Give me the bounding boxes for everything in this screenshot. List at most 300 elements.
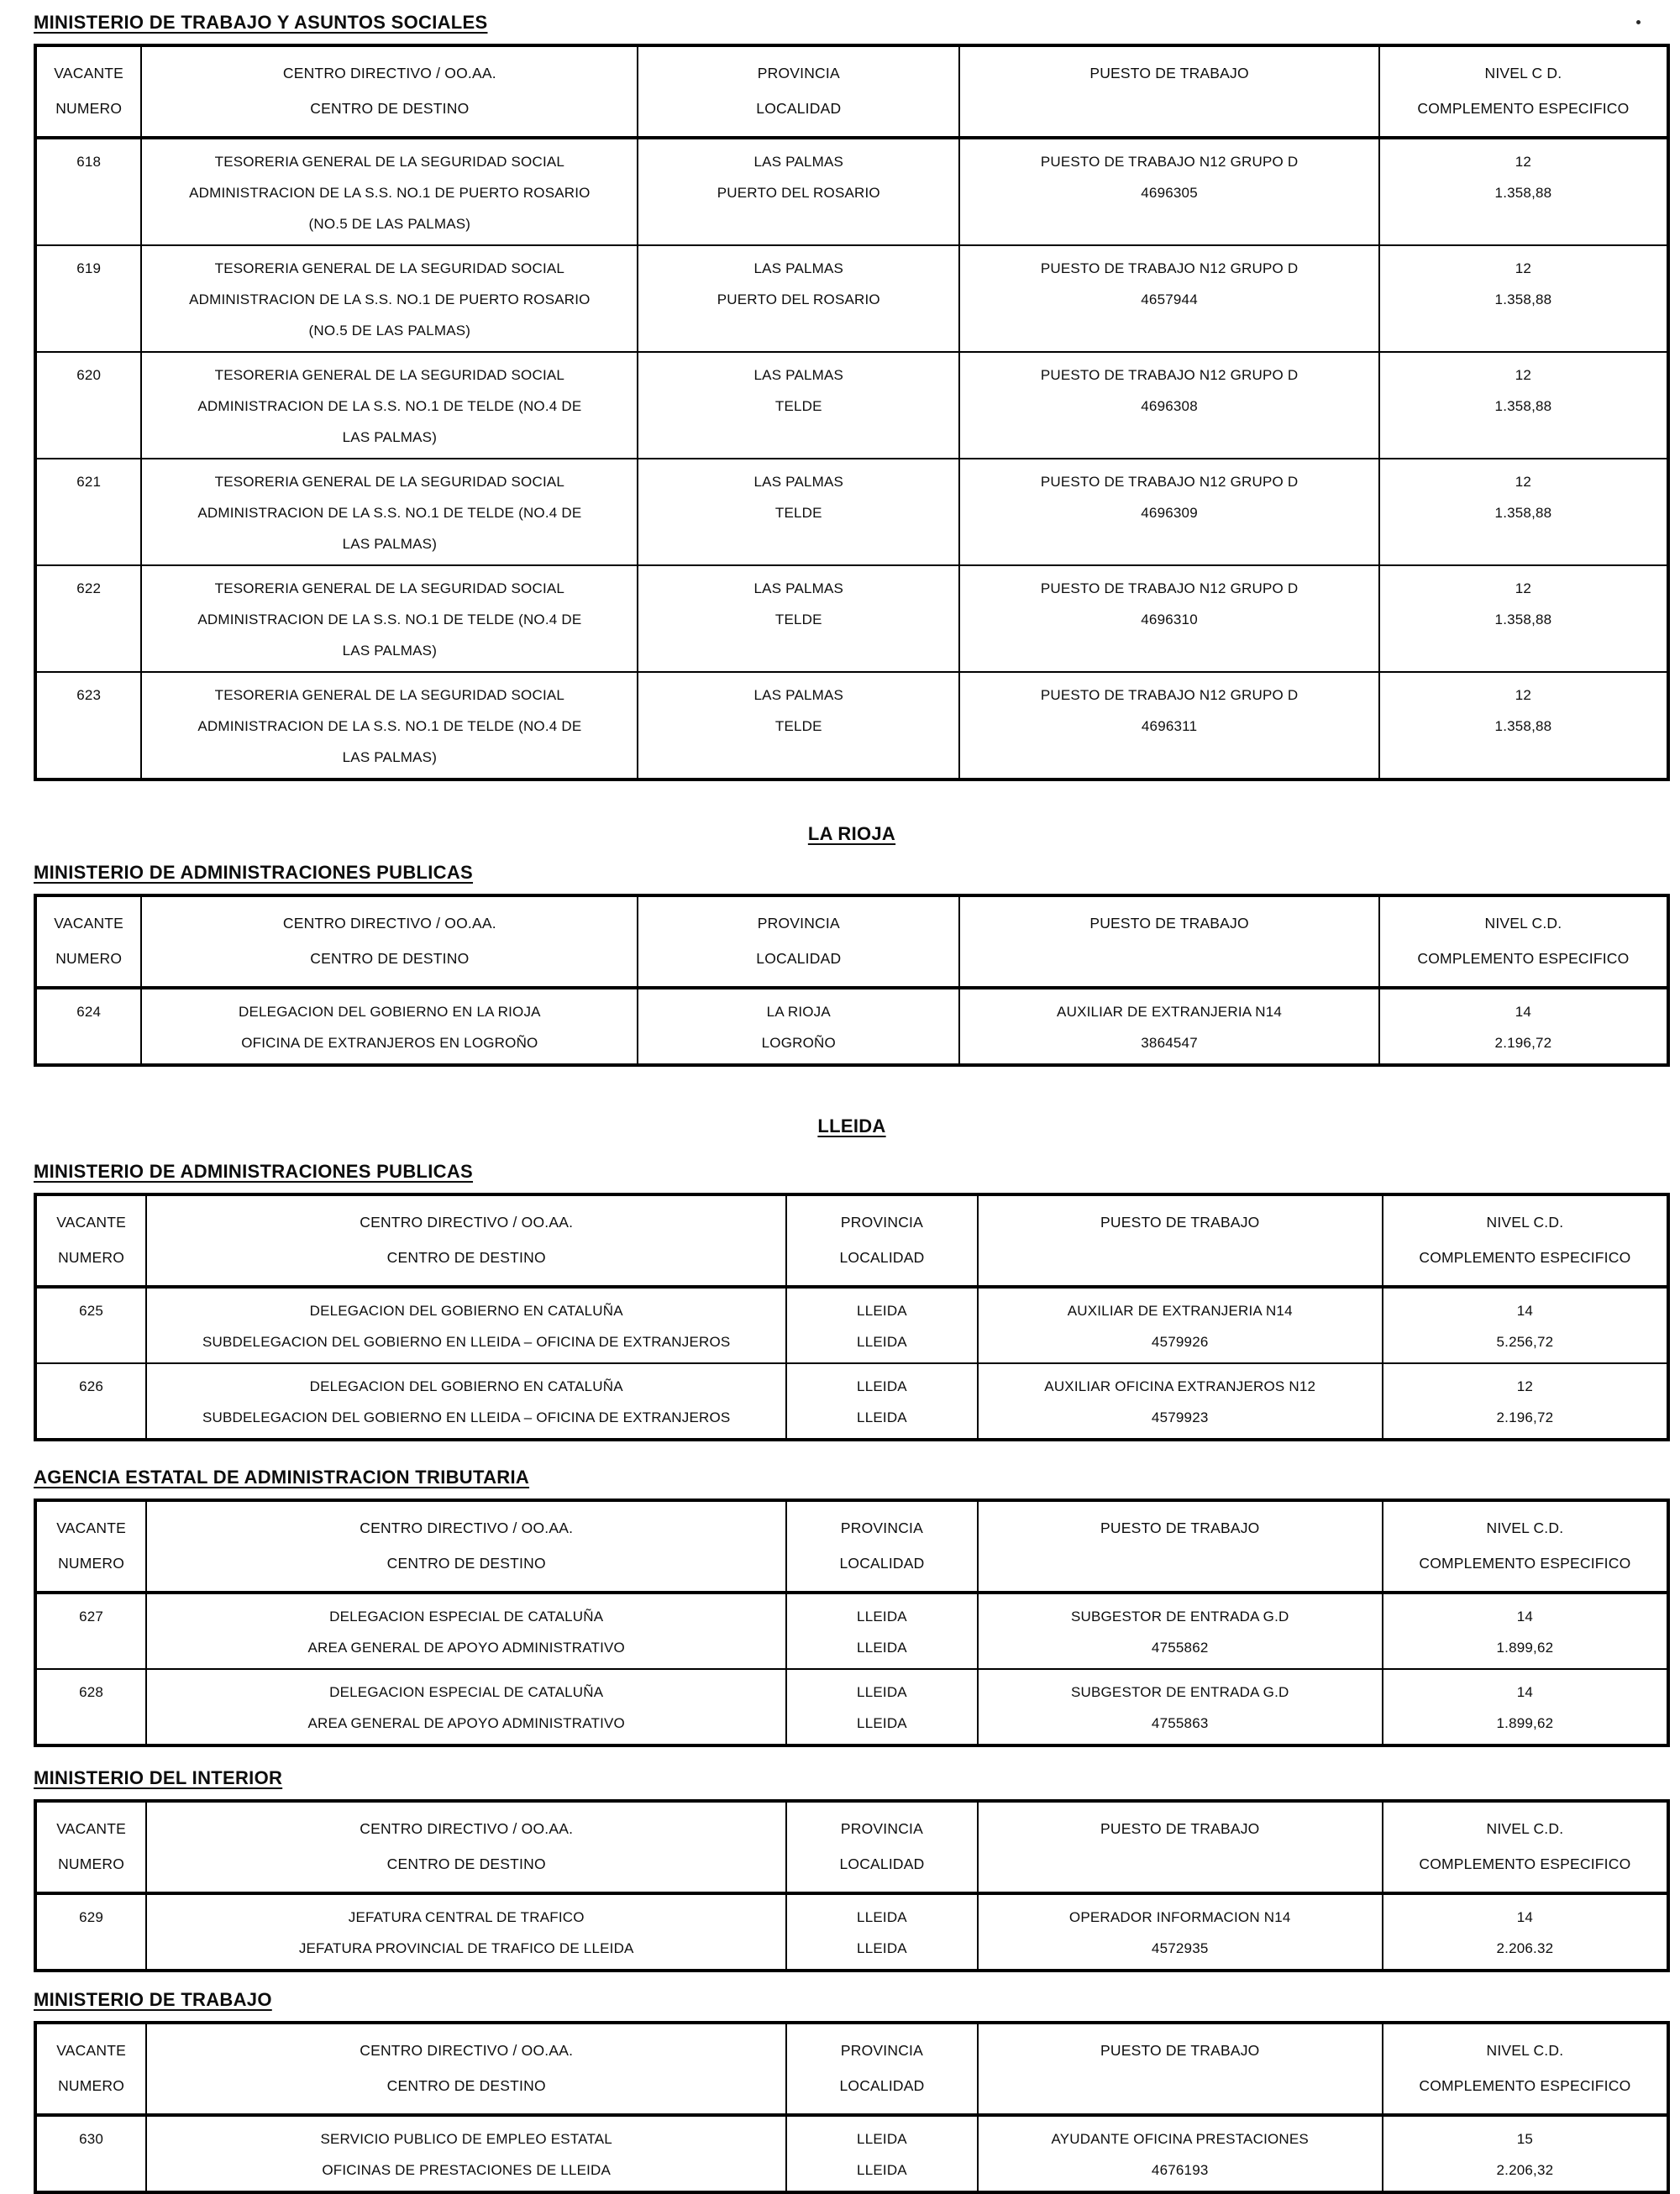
puesto-cell — [978, 1287, 1383, 1363]
centro-cell — [146, 1893, 786, 1971]
provincia-cell — [786, 1593, 977, 1669]
header-line: PUESTO DE TRABAJO — [1089, 65, 1249, 81]
cell-line: 12 — [1515, 367, 1532, 383]
header-line: LOCALIDAD — [756, 100, 842, 117]
puesto-cell — [959, 672, 1379, 779]
cell-line: PUESTO DE TRABAJO N12 GRUPO D — [1040, 367, 1299, 383]
vacancies-table — [34, 1499, 1670, 1747]
cell-line: 4579926 — [1151, 1334, 1209, 1350]
header-line: CENTRO DE DESTINO — [310, 950, 470, 967]
centro-cell — [146, 2115, 786, 2192]
centro-cell — [141, 352, 638, 459]
vacante-cell — [35, 1669, 146, 1745]
provincia-cell — [638, 672, 959, 779]
centro-cell — [146, 1287, 786, 1363]
table-row — [35, 988, 1668, 1065]
header-line: PROVINCIA — [757, 65, 840, 81]
cell-line: LAS PALMAS — [753, 687, 844, 703]
cell-line: TESORERIA GENERAL DE LA SEGURIDAD SOCIAL — [214, 367, 565, 383]
cell-line: DELEGACION ESPECIAL DE CATALUÑA — [329, 1684, 604, 1700]
cell-line: AUXILIAR OFICINA EXTRANJEROS N12 — [1044, 1378, 1316, 1394]
nivel-cell — [1383, 1893, 1668, 1971]
vacancies-table — [34, 2021, 1670, 2194]
cell-line: 622 — [76, 580, 102, 596]
cell-line: 4696308 — [1141, 398, 1198, 414]
header-line: VACANTE — [56, 2042, 126, 2059]
cell-line: 1.358,88 — [1494, 185, 1552, 201]
vacante-cell — [35, 672, 141, 779]
column-header — [146, 1194, 786, 1287]
cell-line: LAS PALMAS) — [342, 643, 438, 659]
column-header — [786, 1500, 977, 1593]
cell-line: LAS PALMAS — [753, 260, 844, 276]
cell-line: 15 — [1516, 2131, 1534, 2147]
cell-line: DELEGACION DEL GOBIERNO EN CATALUÑA — [309, 1303, 623, 1319]
header-line: LOCALIDAD — [756, 950, 842, 967]
cell-line: 2.206,32 — [1496, 2162, 1554, 2178]
cell-line: 12 — [1515, 687, 1532, 703]
cell-line: 4755862 — [1151, 1640, 1209, 1656]
vacante-cell — [35, 988, 141, 1065]
section-agencia-tributaria — [34, 1465, 1670, 1747]
cell-line: LLEIDA — [857, 1715, 907, 1731]
column-header — [978, 1500, 1383, 1593]
puesto-cell — [959, 988, 1379, 1065]
centro-cell — [146, 1363, 786, 1440]
centro-cell — [141, 459, 638, 565]
header-line: PROVINCIA — [757, 915, 840, 932]
header-line: COMPLEMENTO ESPECIFICO — [1419, 1855, 1631, 1872]
cell-line: 14 — [1516, 1609, 1534, 1625]
column-header — [146, 2023, 786, 2115]
table-row — [35, 245, 1668, 352]
centro-cell — [146, 1669, 786, 1745]
cell-line: LAS PALMAS — [753, 367, 844, 383]
vacante-cell — [35, 245, 141, 352]
provincia-cell — [638, 245, 959, 352]
cell-line: LAS PALMAS — [753, 154, 844, 170]
cell-line: TESORERIA GENERAL DE LA SEGURIDAD SOCIAL — [214, 474, 565, 490]
cell-line: LAS PALMAS) — [342, 429, 438, 445]
header-line: COMPLEMENTO ESPECIFICO — [1417, 100, 1630, 117]
cell-line: AUXILIAR DE EXTRANJERIA N14 — [1067, 1303, 1293, 1319]
cell-line: 628 — [79, 1684, 104, 1700]
cell-line: 619 — [76, 260, 102, 276]
section-lleida — [34, 1114, 1670, 1441]
cell-line: 1.358,88 — [1494, 611, 1552, 627]
cell-line: LAS PALMAS — [753, 580, 844, 596]
cell-line: DELEGACION ESPECIAL DE CATALUÑA — [329, 1609, 604, 1625]
header-line: VACANTE — [54, 915, 124, 932]
header-line: NUMERO — [58, 2077, 125, 2094]
cell-line: 621 — [76, 474, 102, 490]
column-header — [1383, 1801, 1668, 1893]
cell-line: 4579923 — [1151, 1409, 1209, 1425]
header-line: PUESTO DE TRABAJO — [1100, 2042, 1260, 2059]
provincia-cell — [786, 2115, 977, 2192]
cell-line: TESORERIA GENERAL DE LA SEGURIDAD SOCIAL — [214, 580, 565, 596]
column-header — [1383, 1500, 1668, 1593]
cell-line: LLEIDA — [857, 1684, 907, 1700]
cell-line: 14 — [1516, 1303, 1534, 1319]
header-line: PROVINCIA — [840, 2042, 923, 2059]
header-line: NUMERO — [58, 1555, 125, 1572]
header-line: CENTRO DIRECTIVO / OO.AA. — [282, 915, 496, 932]
nivel-cell — [1383, 1593, 1668, 1669]
cell-line: JEFATURA CENTRAL DE TRAFICO — [348, 1909, 585, 1925]
cell-line: 627 — [79, 1609, 104, 1625]
cell-line: AYUDANTE OFICINA PRESTACIONES — [1051, 2131, 1309, 2147]
header-line: CENTRO DIRECTIVO / OO.AA. — [360, 2042, 574, 2059]
section-ministerio-trabajo — [34, 1987, 1670, 2194]
nivel-cell — [1379, 352, 1668, 459]
header-line: NUMERO — [58, 1855, 125, 1872]
header-line: CENTRO DIRECTIVO / OO.AA. — [360, 1520, 574, 1536]
header-line: PROVINCIA — [840, 1820, 923, 1837]
cell-line: 623 — [76, 687, 102, 703]
section-ministerio-interior — [34, 1766, 1670, 1972]
header-line: CENTRO DE DESTINO — [386, 1249, 546, 1266]
header-line: LOCALIDAD — [839, 1249, 925, 1266]
cell-line: LA RIOJA — [766, 1004, 831, 1020]
centro-cell — [141, 245, 638, 352]
nivel-cell — [1379, 138, 1668, 245]
cell-line: SUBDELEGACION DEL GOBIERNO EN LLEIDA – OFICINA DE EXTRANJEROS — [202, 1409, 731, 1425]
header-line: CENTRO DIRECTIVO / OO.AA. — [360, 1820, 574, 1837]
column-header — [35, 895, 141, 988]
table-row — [35, 672, 1668, 779]
column-header — [786, 2023, 977, 2115]
cell-line: LLEIDA — [857, 1378, 907, 1394]
table-row — [35, 138, 1668, 245]
column-header — [978, 1801, 1383, 1893]
cell-line: ADMINISTRACION DE LA S.S. NO.1 DE TELDE (NO.4 DE — [197, 505, 582, 521]
column-header — [35, 1194, 146, 1287]
ministry-heading: MINISTERIO DE ADMINISTRACIONES PUBLICAS — [34, 862, 474, 883]
cell-line: 4696311 — [1141, 718, 1198, 734]
column-header — [146, 1801, 786, 1893]
provincia-cell — [638, 988, 959, 1065]
cell-line: 12 — [1516, 1378, 1534, 1394]
cell-line: 4657944 — [1141, 291, 1198, 307]
header-line: NIVEL C.D. — [1484, 915, 1562, 932]
header-line: VACANTE — [56, 1214, 126, 1231]
cell-line: (NO.5 DE LAS PALMAS) — [308, 323, 471, 339]
cell-line: 2.206.32 — [1496, 1940, 1554, 1956]
centro-cell — [146, 1593, 786, 1669]
cell-line: LAS PALMAS) — [342, 536, 438, 552]
header-line: CENTRO DIRECTIVO / OO.AA. — [360, 1214, 574, 1231]
puesto-cell — [959, 138, 1379, 245]
cell-line: 1.358,88 — [1494, 291, 1552, 307]
vacante-cell — [35, 352, 141, 459]
cell-line: LAS PALMAS — [753, 474, 844, 490]
cell-line: OPERADOR INFORMACION N14 — [1068, 1909, 1291, 1925]
cell-line: PUESTO DE TRABAJO N12 GRUPO D — [1040, 687, 1299, 703]
provincia-cell — [638, 459, 959, 565]
vacancies-table — [34, 44, 1670, 781]
cell-line: (NO.5 DE LAS PALMAS) — [308, 216, 471, 232]
column-header — [141, 895, 638, 988]
section-la-rioja — [34, 821, 1670, 1067]
cell-line: DELEGACION DEL GOBIERNO EN CATALUÑA — [309, 1378, 623, 1394]
vacante-cell — [35, 1363, 146, 1440]
cell-line: TESORERIA GENERAL DE LA SEGURIDAD SOCIAL — [214, 154, 565, 170]
cell-line: ADMINISTRACION DE LA S.S. NO.1 DE TELDE (NO.4 DE — [197, 611, 582, 627]
header-line: PROVINCIA — [840, 1214, 923, 1231]
table-row — [35, 2115, 1668, 2192]
column-header — [959, 895, 1379, 988]
vacante-cell — [35, 138, 141, 245]
header-line: CENTRO DE DESTINO — [386, 1555, 546, 1572]
cell-line: TESORERIA GENERAL DE LA SEGURIDAD SOCIAL — [214, 260, 565, 276]
cell-line: 618 — [76, 154, 102, 170]
cell-line: 12 — [1515, 474, 1532, 490]
cell-line: AREA GENERAL DE APOYO ADMINISTRATIVO — [307, 1640, 625, 1656]
column-header — [35, 45, 141, 138]
header-line: PUESTO DE TRABAJO — [1100, 1520, 1260, 1536]
cell-line: SUBDELEGACION DEL GOBIERNO EN LLEIDA – OFICINA DE EXTRANJEROS — [202, 1334, 731, 1350]
header-line: COMPLEMENTO ESPECIFICO — [1419, 1555, 1631, 1572]
vacante-cell — [35, 565, 141, 672]
cell-line: 5.256,72 — [1496, 1334, 1554, 1350]
ministry-heading: MINISTERIO DE TRABAJO — [34, 1989, 272, 2010]
vacante-cell — [35, 1593, 146, 1669]
cell-line: 1.358,88 — [1494, 398, 1552, 414]
cell-line: AREA GENERAL DE APOYO ADMINISTRATIVO — [307, 1715, 625, 1731]
nivel-cell — [1383, 2115, 1668, 2192]
header-line: COMPLEMENTO ESPECIFICO — [1417, 950, 1630, 967]
cell-line: ADMINISTRACION DE LA S.S. NO.1 DE PUERTO ROSARIO — [189, 185, 591, 201]
nivel-cell — [1379, 245, 1668, 352]
table-row — [35, 565, 1668, 672]
ministry-heading: MINISTERIO DEL INTERIOR — [34, 1767, 283, 1788]
column-header — [146, 1500, 786, 1593]
column-header — [978, 2023, 1383, 2115]
column-header — [978, 1194, 1383, 1287]
cell-line: PUESTO DE TRABAJO N12 GRUPO D — [1040, 474, 1299, 490]
vacancies-table — [34, 1799, 1670, 1972]
cell-line: 12 — [1515, 260, 1532, 276]
column-header — [786, 1801, 977, 1893]
cell-line: 1.899,62 — [1496, 1640, 1554, 1656]
provincia-cell — [638, 138, 959, 245]
section-ministerio-trabajo-asuntos-sociales — [34, 10, 1670, 781]
header-line: NIVEL C D. — [1484, 65, 1562, 81]
centro-cell — [141, 138, 638, 245]
provincia-cell — [786, 1363, 977, 1440]
column-header — [786, 1194, 977, 1287]
cell-line: 1.358,88 — [1494, 505, 1552, 521]
cell-line: 626 — [79, 1378, 104, 1394]
cell-line: LLEIDA — [857, 1334, 907, 1350]
header-row — [35, 895, 1668, 988]
ministry-heading: MINISTERIO DE TRABAJO Y ASUNTOS SOCIALES — [34, 12, 488, 33]
region-heading: LLEIDA — [817, 1115, 886, 1136]
column-header — [35, 2023, 146, 2115]
cell-line: LOGROÑO — [761, 1035, 836, 1051]
cell-line: 14 — [1515, 1004, 1532, 1020]
cell-line: PUESTO DE TRABAJO N12 GRUPO D — [1040, 260, 1299, 276]
cell-line: TELDE — [774, 718, 822, 734]
cell-line: 4755863 — [1151, 1715, 1209, 1731]
region-heading: LA RIOJA — [807, 823, 896, 844]
header-line: LOCALIDAD — [839, 2077, 925, 2094]
cell-line: LLEIDA — [857, 1409, 907, 1425]
cell-line: 4676193 — [1151, 2162, 1209, 2178]
column-header — [35, 1500, 146, 1593]
cell-line: PUERTO DEL ROSARIO — [717, 185, 880, 201]
cell-line: LAS PALMAS) — [342, 749, 438, 765]
cell-line: TELDE — [774, 398, 822, 414]
header-row — [35, 1500, 1668, 1593]
cell-line: TELDE — [774, 505, 822, 521]
cell-line: PUESTO DE TRABAJO N12 GRUPO D — [1040, 580, 1299, 596]
vacancies-table — [34, 894, 1670, 1067]
header-line: COMPLEMENTO ESPECIFICO — [1419, 2077, 1631, 2094]
scan-speck — [1636, 20, 1641, 24]
cell-line: 14 — [1516, 1684, 1534, 1700]
nivel-cell — [1379, 565, 1668, 672]
header-line: COMPLEMENTO ESPECIFICO — [1419, 1249, 1631, 1266]
header-line: LOCALIDAD — [839, 1555, 925, 1572]
header-row — [35, 1801, 1668, 1893]
provincia-cell — [786, 1287, 977, 1363]
header-line: CENTRO DE DESTINO — [386, 2077, 546, 2094]
puesto-cell — [959, 565, 1379, 672]
header-line: CENTRO DIRECTIVO / OO.AA. — [282, 65, 496, 81]
nivel-cell — [1383, 1669, 1668, 1745]
header-line: CENTRO DE DESTINO — [386, 1855, 546, 1872]
column-header — [1379, 45, 1668, 138]
cell-line: ADMINISTRACION DE LA S.S. NO.1 DE PUERTO ROSARIO — [189, 291, 591, 307]
cell-line: 1.899,62 — [1496, 1715, 1554, 1731]
table-row — [35, 1593, 1668, 1669]
column-header — [638, 45, 959, 138]
nivel-cell — [1379, 988, 1668, 1065]
column-header — [1383, 1194, 1668, 1287]
cell-line: 4696310 — [1141, 611, 1198, 627]
vacante-cell — [35, 459, 141, 565]
provincia-cell — [638, 565, 959, 672]
centro-cell — [141, 565, 638, 672]
puesto-cell — [978, 1593, 1383, 1669]
puesto-cell — [978, 1363, 1383, 1440]
centro-cell — [141, 988, 638, 1065]
provincia-cell — [638, 352, 959, 459]
cell-line: SERVICIO PUBLICO DE EMPLEO ESTATAL — [320, 2131, 612, 2147]
provincia-cell — [786, 1669, 977, 1745]
header-line: NUMERO — [55, 950, 123, 967]
puesto-cell — [978, 2115, 1383, 2192]
cell-line: 1.358,88 — [1494, 718, 1552, 734]
table-row — [35, 1363, 1668, 1440]
header-line: VACANTE — [54, 65, 124, 81]
header-line: CENTRO DE DESTINO — [310, 100, 470, 117]
header-line: NUMERO — [58, 1249, 125, 1266]
cell-line: DELEGACION DEL GOBIERNO EN LA RIOJA — [239, 1004, 541, 1020]
column-header — [638, 895, 959, 988]
cell-line: 2.196,72 — [1496, 1409, 1554, 1425]
header-line: VACANTE — [56, 1520, 126, 1536]
cell-line: JEFATURA PROVINCIAL DE TRAFICO DE LLEIDA — [298, 1940, 634, 1956]
header-line: NIVEL C.D. — [1486, 1820, 1564, 1837]
header-row — [35, 45, 1668, 138]
cell-line: 12 — [1515, 580, 1532, 596]
ministry-heading: AGENCIA ESTATAL DE ADMINISTRACION TRIBUTARIA — [34, 1467, 530, 1488]
cell-line: LLEIDA — [857, 2131, 907, 2147]
header-line: NIVEL C.D. — [1486, 2042, 1564, 2059]
cell-line: TELDE — [774, 611, 822, 627]
cell-line: LLEIDA — [857, 1609, 907, 1625]
cell-line: TESORERIA GENERAL DE LA SEGURIDAD SOCIAL — [214, 687, 565, 703]
column-header — [141, 45, 638, 138]
cell-line: LLEIDA — [857, 1640, 907, 1656]
header-line: NIVEL C.D. — [1486, 1214, 1564, 1231]
cell-line: LLEIDA — [857, 1909, 907, 1925]
table-row — [35, 459, 1668, 565]
cell-line: SUBGESTOR DE ENTRADA G.D — [1070, 1609, 1289, 1625]
provincia-cell — [786, 1893, 977, 1971]
nivel-cell — [1383, 1363, 1668, 1440]
vacancies-table — [34, 1193, 1670, 1441]
cell-line: 630 — [79, 2131, 104, 2147]
table-row — [35, 352, 1668, 459]
cell-line: 4696309 — [1141, 505, 1198, 521]
nivel-cell — [1383, 1287, 1668, 1363]
puesto-cell — [959, 352, 1379, 459]
cell-line: ADMINISTRACION DE LA S.S. NO.1 DE TELDE (NO.4 DE — [197, 718, 582, 734]
puesto-cell — [978, 1893, 1383, 1971]
header-line: VACANTE — [56, 1820, 126, 1837]
cell-line: SUBGESTOR DE ENTRADA G.D — [1070, 1684, 1289, 1700]
cell-line: OFICINAS DE PRESTACIONES DE LLEIDA — [322, 2162, 612, 2178]
nivel-cell — [1379, 672, 1668, 779]
column-header — [1383, 2023, 1668, 2115]
cell-line: 624 — [76, 1004, 102, 1020]
table-row — [35, 1893, 1668, 1971]
cell-line: ADMINISTRACION DE LA S.S. NO.1 DE TELDE (NO.4 DE — [197, 398, 582, 414]
centro-cell — [141, 672, 638, 779]
cell-line: LLEIDA — [857, 2162, 907, 2178]
cell-line: 629 — [79, 1909, 104, 1925]
cell-line: 4696305 — [1141, 185, 1198, 201]
header-line: PUESTO DE TRABAJO — [1100, 1214, 1260, 1231]
header-line: PUESTO DE TRABAJO — [1100, 1820, 1260, 1837]
cell-line: PUESTO DE TRABAJO N12 GRUPO D — [1040, 154, 1299, 170]
header-row — [35, 2023, 1668, 2115]
column-header — [1379, 895, 1668, 988]
cell-line: 2.196,72 — [1494, 1035, 1552, 1051]
header-line: PROVINCIA — [840, 1520, 923, 1536]
header-line: LOCALIDAD — [839, 1855, 925, 1872]
table-row — [35, 1669, 1668, 1745]
header-line: NIVEL C.D. — [1486, 1520, 1564, 1536]
header-row — [35, 1194, 1668, 1287]
header-line: NUMERO — [55, 100, 123, 117]
cell-line: 620 — [76, 367, 102, 383]
cell-line: 4572935 — [1151, 1940, 1209, 1956]
vacante-cell — [35, 1893, 146, 1971]
cell-line: 12 — [1515, 154, 1532, 170]
cell-line: LLEIDA — [857, 1303, 907, 1319]
puesto-cell — [959, 245, 1379, 352]
vacante-cell — [35, 1287, 146, 1363]
column-header — [35, 1801, 146, 1893]
nivel-cell — [1379, 459, 1668, 565]
header-line: PUESTO DE TRABAJO — [1089, 915, 1249, 932]
vacante-cell — [35, 2115, 146, 2192]
